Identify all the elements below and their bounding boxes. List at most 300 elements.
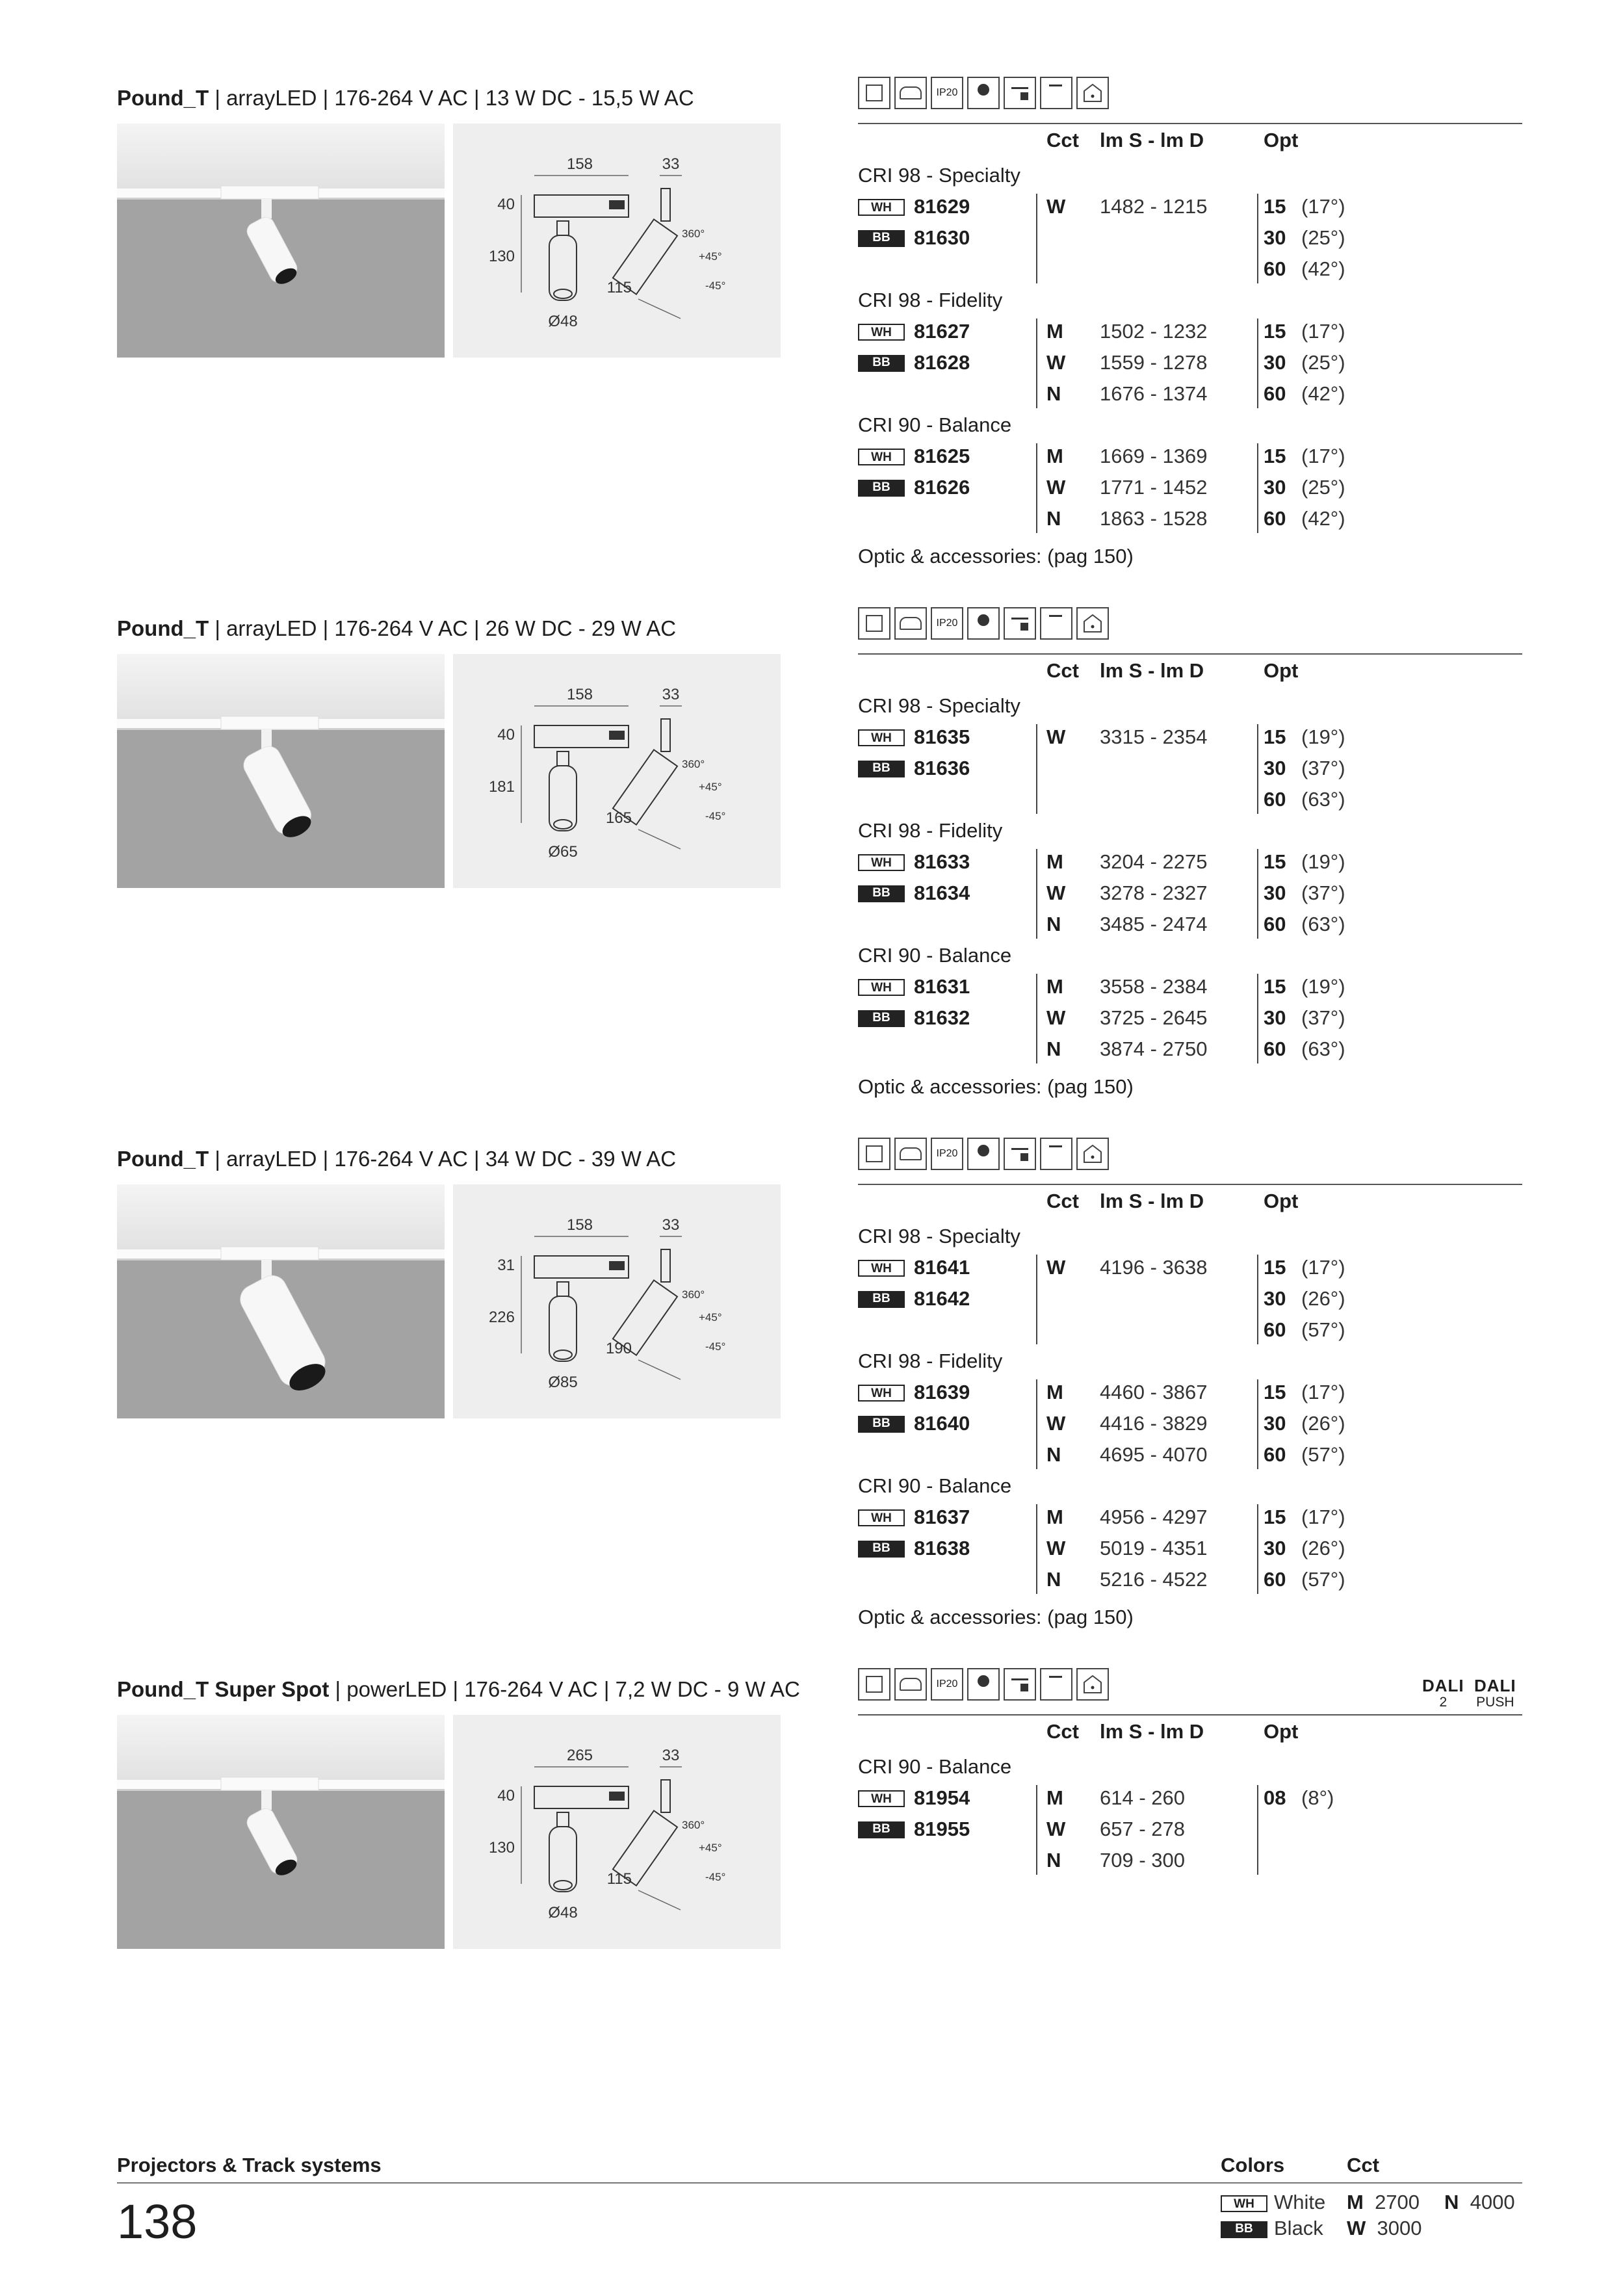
tilt-icon	[1040, 1138, 1072, 1170]
color-badge: BB	[858, 1416, 905, 1433]
cri-group-label	[858, 1346, 1522, 1377]
table-row	[858, 347, 1522, 378]
lumen-value: 4416 - 3829	[1100, 1412, 1208, 1435]
square-outline-icon	[858, 77, 890, 109]
col-header-cct: Cct	[1046, 1720, 1079, 1743]
col-header-lm: lm S - lm D	[1100, 659, 1204, 682]
house-icon	[1076, 607, 1109, 640]
rotation-icon	[1004, 1668, 1036, 1701]
product-code[interactable]: 81630	[914, 226, 970, 249]
optic-value: 60	[1264, 257, 1286, 280]
table-row	[858, 191, 1522, 222]
beam-angle: (19°)	[1301, 975, 1345, 998]
table-row	[858, 1439, 1522, 1470]
table-row	[858, 971, 1522, 1002]
cri-label: CRI 90 - Balance	[858, 944, 1012, 967]
dali-badge	[1474, 1677, 1516, 1711]
column-divider	[1257, 1379, 1258, 1469]
optic-value: 60	[1264, 507, 1286, 530]
cct-value: M	[1046, 1786, 1063, 1809]
dim-height-top: 40	[497, 1787, 515, 1805]
beam-angle: (17°)	[1301, 320, 1345, 343]
cct-value: M	[1046, 1381, 1063, 1403]
beam-angle: (25°)	[1301, 226, 1345, 249]
spotlight-illustration	[117, 654, 445, 888]
color-badge: WH	[858, 449, 905, 465]
product-code[interactable]: 81955	[914, 1818, 970, 1840]
cri-label: CRI 98 - Fidelity	[858, 289, 1003, 311]
product-code[interactable]: 81642	[914, 1287, 970, 1310]
product-section	[0, 1061, 1623, 1628]
recessed-fixture-icon	[894, 1138, 927, 1170]
beam-angle: (63°)	[1301, 788, 1345, 811]
house-icon	[1076, 1138, 1109, 1170]
feature-icons	[858, 77, 1109, 112]
product-name: Pound_T Super Spot	[117, 1677, 330, 1701]
beam-angle: (17°)	[1301, 445, 1345, 467]
optic-accessories-note[interactable]: Optic & accessories: (pag 150)	[858, 1075, 1134, 1098]
optic-value: 30	[1264, 1537, 1286, 1559]
lumen-value: 3278 - 2327	[1100, 881, 1208, 904]
legend-cct-w: W 3000	[1347, 2217, 1422, 2239]
color-badge: BB	[858, 761, 905, 777]
table-row	[858, 503, 1522, 534]
lumen-value: 614 - 260	[1100, 1786, 1185, 1809]
column-divider	[1257, 974, 1258, 1063]
cct-value: M	[1046, 320, 1063, 343]
white-label: White	[1274, 2191, 1326, 2213]
colors-header: Colors	[1221, 2154, 1285, 2176]
lumen-value: 4196 - 3638	[1100, 1256, 1208, 1279]
beam-angle: (25°)	[1301, 476, 1345, 499]
dim-height-top: 40	[497, 726, 515, 744]
technical-drawing	[453, 1184, 781, 1418]
column-divider	[1257, 319, 1258, 408]
color-badge: BB	[858, 885, 905, 902]
product-photo	[117, 124, 445, 358]
color-badge: WH	[858, 199, 905, 216]
cri-label: CRI 90 - Balance	[858, 413, 1012, 436]
tilt-icon	[1040, 1668, 1072, 1701]
table-row	[858, 1533, 1522, 1564]
dali-title: DALI	[1422, 1676, 1464, 1695]
product-code[interactable]: 81627	[914, 320, 970, 343]
beam-angle: (19°)	[1301, 725, 1345, 748]
dim-tilt-down: -45°	[705, 1340, 726, 1353]
color-badge: BB	[858, 1291, 905, 1308]
dali-title: DALI	[1474, 1676, 1516, 1695]
lumen-value: 3558 - 2384	[1100, 975, 1208, 998]
beam-angle: (37°)	[1301, 881, 1345, 904]
legend-white	[1221, 2191, 1325, 2214]
color-badge: BB	[858, 1010, 905, 1027]
cri-group-label	[858, 285, 1522, 316]
cri-group-label	[858, 815, 1522, 846]
cri-group-label	[858, 410, 1522, 441]
optic-value: 15	[1264, 1506, 1286, 1528]
dim-diameter: Ø85	[548, 1374, 578, 1391]
legend-black	[1221, 2217, 1323, 2240]
optic-accessories-note[interactable]: Optic & accessories: (pag 150)	[858, 1606, 1134, 1628]
cri-label: CRI 98 - Fidelity	[858, 819, 1003, 842]
dimension-diagram	[453, 1184, 781, 1418]
optic-value: 60	[1264, 788, 1286, 811]
feature-icons	[858, 1668, 1109, 1703]
dim-tilt-up: +45°	[699, 250, 722, 263]
optic-value: 30	[1264, 757, 1286, 779]
product-name: Pound_T	[117, 616, 209, 640]
house-icon	[1076, 77, 1109, 109]
dim-arm: 190	[605, 1340, 632, 1357]
table-row	[858, 878, 1522, 909]
optic-value: 30	[1264, 1412, 1286, 1435]
column-divider	[1257, 1785, 1258, 1875]
beam-angle: (25°)	[1301, 351, 1345, 374]
lumen-value: 1669 - 1369	[1100, 445, 1208, 467]
table-row	[858, 254, 1522, 285]
square-outline-icon	[858, 607, 890, 640]
cct-value: N	[1046, 1037, 1061, 1060]
product-code[interactable]: 81635	[914, 725, 970, 748]
color-badge: BB	[858, 230, 905, 247]
dim-rotation: 360°	[682, 1288, 705, 1301]
dim-height-top: 31	[497, 1257, 515, 1274]
column-divider	[1036, 319, 1037, 408]
optic-value: 15	[1264, 975, 1286, 998]
product-photo	[117, 654, 445, 888]
dim-width: 265	[566, 1747, 593, 1764]
beam-angle: (26°)	[1301, 1412, 1345, 1435]
product-code[interactable]: 81637	[914, 1506, 970, 1528]
footer-divider	[117, 2182, 1522, 2184]
dim-track: 33	[662, 155, 680, 173]
dim-diameter: Ø48	[548, 1904, 578, 1922]
product-title	[117, 616, 676, 641]
optic-value: 30	[1264, 476, 1286, 499]
ip20-icon: IP20	[931, 607, 963, 640]
beam-angle: (17°)	[1301, 195, 1345, 218]
optic-value: 60	[1264, 382, 1286, 405]
cri-group-label	[858, 1221, 1522, 1252]
beam-angle: (57°)	[1301, 1318, 1345, 1341]
lumen-value: 709 - 300	[1100, 1849, 1185, 1872]
product-code[interactable]: 81638	[914, 1537, 970, 1559]
column-divider	[1036, 1379, 1037, 1469]
table-row	[858, 1814, 1522, 1845]
column-divider	[1036, 1255, 1037, 1344]
table-row	[858, 784, 1522, 815]
recessed-fixture-icon	[894, 77, 927, 109]
optic-value: 08	[1264, 1786, 1286, 1809]
color-badge: WH	[858, 1385, 905, 1402]
legend-cct-n: N 4000	[1444, 2191, 1515, 2213]
color-badge: BB	[858, 1541, 905, 1558]
ip20-icon: IP20	[931, 77, 963, 109]
column-divider	[1036, 1785, 1037, 1875]
product-code[interactable]: 81625	[914, 445, 970, 467]
recessed-fixture-icon	[894, 607, 927, 640]
cri-label: CRI 98 - Fidelity	[858, 1350, 1003, 1372]
technical-drawing	[453, 1715, 781, 1949]
cct-value: N	[1046, 1443, 1061, 1466]
lumen-value: 4460 - 3867	[1100, 1381, 1208, 1403]
cct-value: W	[1046, 725, 1066, 748]
dim-rotation: 360°	[682, 228, 705, 240]
rotation-icon	[1004, 77, 1036, 109]
product-spec: | powerLED | 176-264 V AC | 7,2 W DC - 9 W AC	[329, 1677, 800, 1701]
table-row	[858, 472, 1522, 503]
table-row	[858, 1002, 1522, 1034]
table-row	[858, 1377, 1522, 1408]
optic-value: 15	[1264, 1381, 1286, 1403]
dim-height-body: 130	[488, 248, 515, 265]
product-section	[0, 1591, 1623, 2111]
legend-cct-m: M 2700	[1347, 2191, 1420, 2213]
beam-angle: (57°)	[1301, 1568, 1345, 1591]
product-spec: | arrayLED | 176-264 V AC | 13 W DC - 15,5 W AC	[209, 86, 694, 110]
cct-value: W	[1046, 195, 1066, 218]
col-header-cct: Cct	[1046, 1190, 1079, 1212]
rotation-icon	[1004, 607, 1036, 640]
product-title	[117, 1147, 676, 1171]
table-top-rule	[858, 1714, 1522, 1715]
product-title	[117, 86, 694, 111]
column-divider	[1257, 194, 1258, 283]
beam-angle: (57°)	[1301, 1443, 1345, 1466]
dimension-diagram	[453, 1715, 781, 1949]
column-divider	[1036, 194, 1037, 283]
cri-group-label	[858, 160, 1522, 191]
feature-icons	[858, 1138, 1109, 1173]
optic-value: 60	[1264, 1568, 1286, 1591]
beam-angle: (17°)	[1301, 1381, 1345, 1403]
cct-value: N	[1046, 913, 1061, 935]
cri-icon	[967, 607, 1000, 640]
spotlight-illustration	[117, 1715, 445, 1949]
dali-sub: PUSH	[1476, 1695, 1514, 1710]
beam-angle: (26°)	[1301, 1537, 1345, 1559]
dim-arm: 115	[606, 1870, 632, 1888]
dim-track: 33	[662, 686, 680, 703]
cct-value: M	[1046, 850, 1063, 873]
product-code[interactable]: 81636	[914, 757, 970, 779]
table-row	[858, 753, 1522, 784]
dim-tilt-down: -45°	[705, 280, 726, 292]
color-badge: WH	[858, 324, 905, 341]
optic-value: 15	[1264, 725, 1286, 748]
lumen-value: 5019 - 4351	[1100, 1537, 1208, 1559]
cri-label: CRI 98 - Specialty	[858, 694, 1020, 717]
column-divider	[1257, 443, 1258, 533]
beam-angle: (42°)	[1301, 257, 1345, 280]
cct-value: N	[1046, 1849, 1061, 1872]
cct-value: M	[1046, 1506, 1063, 1528]
col-header-lm: lm S - lm D	[1100, 1720, 1204, 1743]
square-outline-icon	[858, 1668, 890, 1701]
cri-label: CRI 98 - Specialty	[858, 1225, 1020, 1247]
col-header-lm: lm S - lm D	[1100, 129, 1204, 151]
dim-height-body: 181	[488, 778, 515, 796]
product-spec: | arrayLED | 176-264 V AC | 34 W DC - 39 W AC	[209, 1147, 677, 1171]
lumen-value: 4695 - 4070	[1100, 1443, 1208, 1466]
col-header-opt: Opt	[1264, 659, 1299, 682]
tilt-icon	[1040, 607, 1072, 640]
table-row	[858, 1502, 1522, 1533]
product-section	[0, 530, 1623, 1098]
table-row	[858, 1314, 1522, 1346]
house-icon	[1076, 1668, 1109, 1701]
lumen-value: 4956 - 4297	[1100, 1506, 1208, 1528]
color-badge: BB	[858, 1821, 905, 1838]
lumen-value: 1676 - 1374	[1100, 382, 1208, 405]
lumen-value: 657 - 278	[1100, 1818, 1185, 1840]
dim-tilt-down: -45°	[705, 1871, 726, 1883]
product-section	[0, 0, 1623, 567]
optic-value: 15	[1264, 320, 1286, 343]
beam-angle: (42°)	[1301, 507, 1345, 530]
cct-value: N	[1046, 507, 1061, 530]
dim-tilt-up: +45°	[699, 1311, 722, 1324]
cri-label: CRI 90 - Balance	[858, 1755, 1012, 1778]
page-number: 138	[117, 2195, 198, 2249]
color-badge: WH	[858, 1790, 905, 1807]
product-code[interactable]: 81631	[914, 975, 970, 998]
cct-value: N	[1046, 1568, 1061, 1591]
column-divider	[1036, 443, 1037, 533]
lumen-value: 1771 - 1452	[1100, 476, 1208, 499]
ip20-icon: IP20	[931, 1668, 963, 1701]
cct-value: W	[1046, 1412, 1066, 1435]
optic-value: 30	[1264, 351, 1286, 374]
dim-arm: 165	[605, 809, 632, 827]
column-divider	[1036, 1504, 1037, 1594]
dim-diameter: Ø48	[548, 313, 578, 330]
dim-rotation: 360°	[682, 758, 705, 770]
table-row	[858, 1034, 1522, 1065]
beam-angle: (63°)	[1301, 1037, 1345, 1060]
dim-track: 33	[662, 1747, 680, 1764]
cct-value: W	[1046, 351, 1066, 374]
ip20-icon: IP20	[931, 1138, 963, 1170]
product-code[interactable]: 81641	[914, 1256, 970, 1279]
table-row	[858, 378, 1522, 410]
black-badge: BB	[1221, 2221, 1267, 2238]
cri-group-label	[858, 940, 1522, 971]
dim-width: 158	[566, 1216, 593, 1234]
dimension-diagram	[453, 124, 781, 358]
color-badge: WH	[858, 729, 905, 746]
dim-height-top: 40	[497, 196, 515, 213]
cri-label: CRI 90 - Balance	[858, 1474, 1012, 1497]
dim-tilt-up: +45°	[699, 1842, 722, 1854]
beam-angle: (17°)	[1301, 1506, 1345, 1528]
product-code[interactable]: 81628	[914, 351, 970, 374]
table-row	[858, 222, 1522, 254]
cri-icon	[967, 77, 1000, 109]
dimension-diagram	[453, 654, 781, 888]
optic-accessories-note[interactable]: Optic & accessories: (pag 150)	[858, 545, 1134, 567]
product-code[interactable]: 81634	[914, 881, 970, 904]
product-code[interactable]: 81626	[914, 476, 970, 499]
cri-icon	[967, 1138, 1000, 1170]
dim-width: 158	[566, 155, 593, 173]
product-code[interactable]: 81640	[914, 1412, 970, 1435]
beam-angle: (26°)	[1301, 1287, 1345, 1310]
lumen-value: 1863 - 1528	[1100, 507, 1208, 530]
cct-value: W	[1046, 881, 1066, 904]
column-divider	[1257, 1504, 1258, 1594]
product-name: Pound_T	[117, 1147, 209, 1171]
cri-icon	[967, 1668, 1000, 1701]
square-outline-icon	[858, 1138, 890, 1170]
product-code[interactable]: 81633	[914, 850, 970, 873]
table-row	[858, 316, 1522, 347]
color-badge: BB	[858, 480, 905, 497]
table-row	[858, 1283, 1522, 1314]
product-code[interactable]: 81639	[914, 1381, 970, 1403]
optic-value: 60	[1264, 1443, 1286, 1466]
dim-rotation: 360°	[682, 1819, 705, 1831]
dim-track: 33	[662, 1216, 680, 1234]
technical-drawing	[453, 654, 781, 888]
product-name: Pound_T	[117, 86, 209, 110]
cri-group-label	[858, 1751, 1522, 1782]
lumen-value: 3725 - 2645	[1100, 1006, 1208, 1029]
optic-value: 30	[1264, 226, 1286, 249]
optic-value: 15	[1264, 850, 1286, 873]
section-title: Projectors & Track systems	[117, 2154, 382, 2176]
column-divider	[1036, 974, 1037, 1063]
dim-width: 158	[566, 686, 593, 703]
column-divider	[1257, 849, 1258, 939]
product-code[interactable]: 81632	[914, 1006, 970, 1029]
dali-sub: 2	[1439, 1695, 1448, 1710]
product-spec: | arrayLED | 176-264 V AC | 26 W DC - 29 W AC	[209, 616, 677, 640]
lumen-value: 1502 - 1232	[1100, 320, 1208, 343]
beam-angle: (17°)	[1301, 1256, 1345, 1279]
col-header-cct: Cct	[1046, 659, 1079, 682]
col-header-opt: Opt	[1264, 129, 1299, 151]
table-top-rule	[858, 123, 1522, 124]
optic-value: 30	[1264, 881, 1286, 904]
table-row	[858, 1564, 1522, 1595]
column-divider	[1036, 724, 1037, 814]
optic-value: 60	[1264, 1318, 1286, 1341]
color-badge: WH	[858, 979, 905, 996]
cct-value: W	[1046, 1006, 1066, 1029]
lumen-value: 3485 - 2474	[1100, 913, 1208, 935]
table-row	[858, 909, 1522, 940]
color-badge: WH	[858, 854, 905, 871]
beam-angle: (37°)	[1301, 1006, 1345, 1029]
product-code[interactable]: 81954	[914, 1786, 970, 1809]
dim-height-body: 130	[488, 1839, 515, 1857]
product-code[interactable]: 81629	[914, 195, 970, 218]
rotation-icon	[1004, 1138, 1036, 1170]
beam-angle: (37°)	[1301, 757, 1345, 779]
spotlight-illustration	[117, 124, 445, 358]
lumen-value: 3874 - 2750	[1100, 1037, 1208, 1060]
table-row	[858, 441, 1522, 472]
technical-drawing	[453, 124, 781, 358]
color-badge: WH	[858, 1509, 905, 1526]
lumen-value: 3204 - 2275	[1100, 850, 1208, 873]
cct-value: W	[1046, 1818, 1066, 1840]
lumen-value: 1559 - 1278	[1100, 351, 1208, 374]
product-photo	[117, 1184, 445, 1418]
cri-label: CRI 98 - Specialty	[858, 164, 1020, 187]
cri-group-label	[858, 1470, 1522, 1502]
